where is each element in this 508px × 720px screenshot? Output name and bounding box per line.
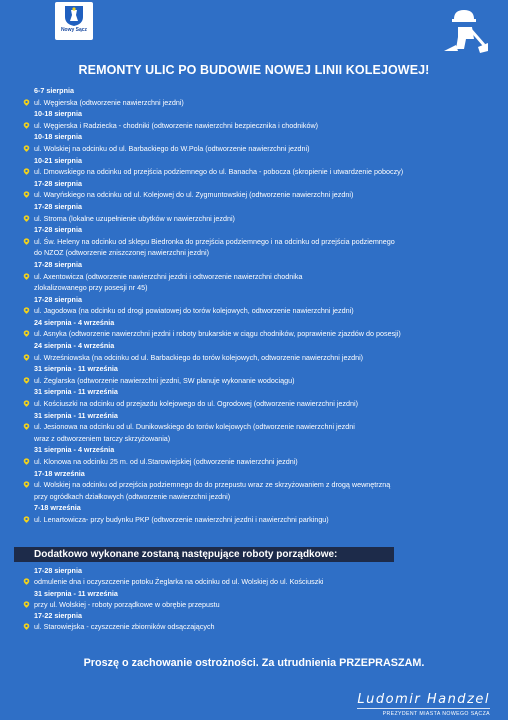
schedule-date: 17-28 sierpnia	[34, 294, 82, 304]
schedule-item	[21, 97, 491, 109]
map-pin-icon	[23, 191, 30, 198]
map-pin-icon	[23, 458, 30, 465]
road-worker-icon	[440, 5, 490, 55]
schedule-date: 31 sierpnia - 11 września	[34, 387, 118, 397]
map-pin-icon	[23, 354, 30, 361]
footer-apology: Proszę o zachowanie ostrożności. Za utrudnienia PRZEPRASZAM.	[83, 657, 425, 669]
schedule-date: 31 sierpnia - 11 września	[34, 364, 118, 374]
schedule-item-text: ul. Wolskiej na odcinku od przejścia podziemnego do do przepustu wraz ze skrzyżowaniem z drogą wewnętrzną	[34, 480, 391, 490]
schedule-date: 10-18 sierpnia	[34, 109, 82, 119]
schedule-item-text: ul. Axentowicza (odtworzenie nawierzchni jezdni i odtworzenie nawierzchni chodnika	[34, 271, 303, 281]
signature-title: PREZYDENT MIASTA NOWEGO SĄCZA	[357, 708, 490, 718]
schedule-item	[21, 421, 491, 444]
coat-of-arms-icon	[64, 5, 84, 27]
signature-name: Ludomir Handzel	[357, 692, 490, 707]
schedule-item-text: ul. Wolskiej na odcinku od ul. Barbackiego do W.Pola (odtworzenie nawierzchni jezdni)	[34, 143, 310, 153]
map-pin-icon	[23, 273, 30, 280]
schedule-item-text: ul. Żeglarska (odtworzenie nawierzchni jezdni, SW planuje wykonanie wodociągu)	[34, 375, 295, 385]
schedule-date: 31 sierpnia - 11 września	[34, 410, 118, 420]
schedule-item-text: ul. Jesionowa na odcinku od ul. Dunikowskiego do torów kolejowych (odtworzenie nawierzchni jezdni	[34, 422, 355, 432]
schedule-item-text: ul. Kościuszki na odcinku od przejazdu kolejowego do ul. Ogrodowej (odtworzenie nawierzchni jezdni)	[34, 399, 359, 409]
schedule-item-text: ul. Św. Heleny na odcinku od sklepu Biedronka do przejścia podziemnego i na odcinku od przejścia podziemnego	[34, 236, 395, 246]
map-pin-icon	[23, 400, 30, 407]
schedule-item-text: ul. Klonowa na odcinku 25 m. od ul.Starowiejskiej (odtworzenie nawierzchni jezdni)	[34, 457, 298, 466]
schedule-item	[21, 479, 491, 502]
schedule-item	[21, 352, 491, 364]
logo-city-name: Nowy Sącz	[60, 27, 88, 33]
map-pin-icon	[23, 145, 30, 152]
schedule-date: 10-18 sierpnia	[34, 132, 82, 142]
map-pin-icon	[23, 99, 30, 106]
map-pin-icon	[23, 238, 30, 245]
schedule-item-text: zlokalizowanego przy posesji nr 45)	[34, 283, 148, 293]
map-pin-icon	[23, 215, 30, 222]
schedule-date: 24 sierpnia - 4 września	[34, 317, 115, 327]
schedule-date: 17-18 września	[34, 468, 85, 478]
schedule-item-text: ul. Węgierska i Radziecka - chodniki (odtworzenie nawierzchni bezpiecznika i chodników)	[34, 120, 319, 130]
map-pin-icon	[23, 601, 30, 608]
schedule-item	[21, 236, 491, 259]
schedule-item	[21, 456, 491, 468]
schedule-date: 17-28 sierpnia	[34, 566, 82, 575]
schedule-item	[21, 213, 491, 225]
schedule-date: 17-28 sierpnia	[34, 225, 82, 235]
schedule-item	[21, 143, 491, 155]
schedule-item	[21, 120, 491, 132]
schedule-item-text: ul. Starowiejska - czyszczenie zbiorników odsączających	[34, 622, 215, 632]
schedule-item	[21, 328, 491, 340]
map-pin-icon	[23, 122, 30, 129]
schedule-item-text: wraz z odtworzeniem tarczy skrzyżowania)	[34, 433, 171, 443]
schedule-date: 31 sierpnia - 11 września	[34, 588, 118, 598]
schedule-item	[21, 514, 491, 526]
signature	[357, 693, 490, 718]
map-pin-icon	[23, 623, 30, 630]
schedule-item	[21, 599, 491, 610]
map-pin-icon	[23, 307, 30, 314]
schedule-item-text: odmulenie dna i oczyszczenie potoku Żeglarka na odcinku od ul. Wolskiej do ul. Kościuszki	[34, 577, 324, 587]
additional-works-list	[21, 565, 491, 633]
schedule-date: 17-28 sierpnia	[34, 201, 82, 211]
schedule-date: 10-21 sierpnia	[34, 155, 82, 165]
schedule-date: 17-22 sierpnia	[34, 611, 82, 621]
schedule-item-text: ul. Wrześniowska (na odcinku od ul. Barbackiego do torów kolejowych, odtworzenie nawierzchni jezdni)	[34, 352, 364, 362]
city-logo	[55, 2, 93, 40]
schedule-item	[21, 189, 491, 201]
schedule-item-text: ul. Jagodowa (na odcinku od drogi powiatowej do torów kolejowych, odtworzenie nawierzchni jezdni)	[34, 306, 354, 316]
schedule-date: 17-28 sierpnia	[34, 259, 82, 269]
schedule-item-text: ul. Węgierska (odtworzenie nawierzchni jezdni)	[34, 97, 184, 107]
schedule-date: 17-28 sierpnia	[34, 178, 82, 188]
map-pin-icon	[23, 578, 30, 585]
map-pin-icon	[23, 516, 30, 523]
map-pin-icon	[23, 168, 30, 175]
schedule-item-text: przy ogródkach działkowych (odtworzenie nawierzchni jezdni)	[34, 491, 231, 501]
schedule-item-text: ul. Asnyka (odtworzenie nawierzchni jezdni i roboty brukarskie w ciągu chodników, poprawienie zjazdów do posesji)	[34, 329, 401, 339]
schedule-date: 31 sierpnia - 4 września	[34, 445, 115, 455]
map-pin-icon	[23, 423, 30, 430]
schedule-item	[21, 271, 491, 294]
schedule-item	[21, 621, 491, 632]
map-pin-icon	[23, 481, 30, 488]
schedule-date: 7-18 września	[34, 503, 81, 513]
schedule-item-text: ul. Waryńskiego na odcinku od ul. Kolejowej do ul. Zygmuntowskiej (odtworzenie nawierzchni jezdni)	[34, 190, 354, 200]
schedule-item	[21, 398, 491, 410]
page-title: REMONTY ULIC PO BUDOWIE NOWEJ LINII KOLEJOWEJ!	[78, 63, 430, 77]
schedule-date: 6-7 sierpnia	[34, 86, 74, 95]
schedule-date: 24 sierpnia - 4 września	[34, 341, 115, 351]
map-pin-icon	[23, 330, 30, 337]
schedule-item	[21, 375, 491, 387]
repair-schedule-list	[21, 85, 491, 526]
schedule-item	[21, 305, 491, 317]
map-pin-icon	[23, 377, 30, 384]
schedule-item	[21, 166, 491, 178]
additional-works-banner: Dodatkowo wykonane zostaną następujące roboty porządkowe:	[14, 547, 394, 562]
schedule-item	[21, 576, 491, 587]
schedule-item-text: ul. Stroma (lokalne uzupełnienie ubytków w nawierzchni jezdni)	[34, 213, 235, 223]
schedule-item-text: przy ul. Wolskiej - roboty porządkowe w obrębie przepustu	[34, 599, 220, 609]
schedule-item-text: ul. Dmowskiego na odcinku od przejścia podziemnego do ul. Banacha - pobocza (skropienie i utwardzenie poboczy)	[34, 167, 404, 177]
schedule-item-text: do NZOZ (odtworzenie zniszczonej nawierzchni jezdni)	[34, 248, 209, 258]
schedule-item-text: ul. Lenartowicza- przy budynku PKP (odtworzenie nawierzchni jezdni i nawierzchni parkingu)	[34, 514, 329, 524]
